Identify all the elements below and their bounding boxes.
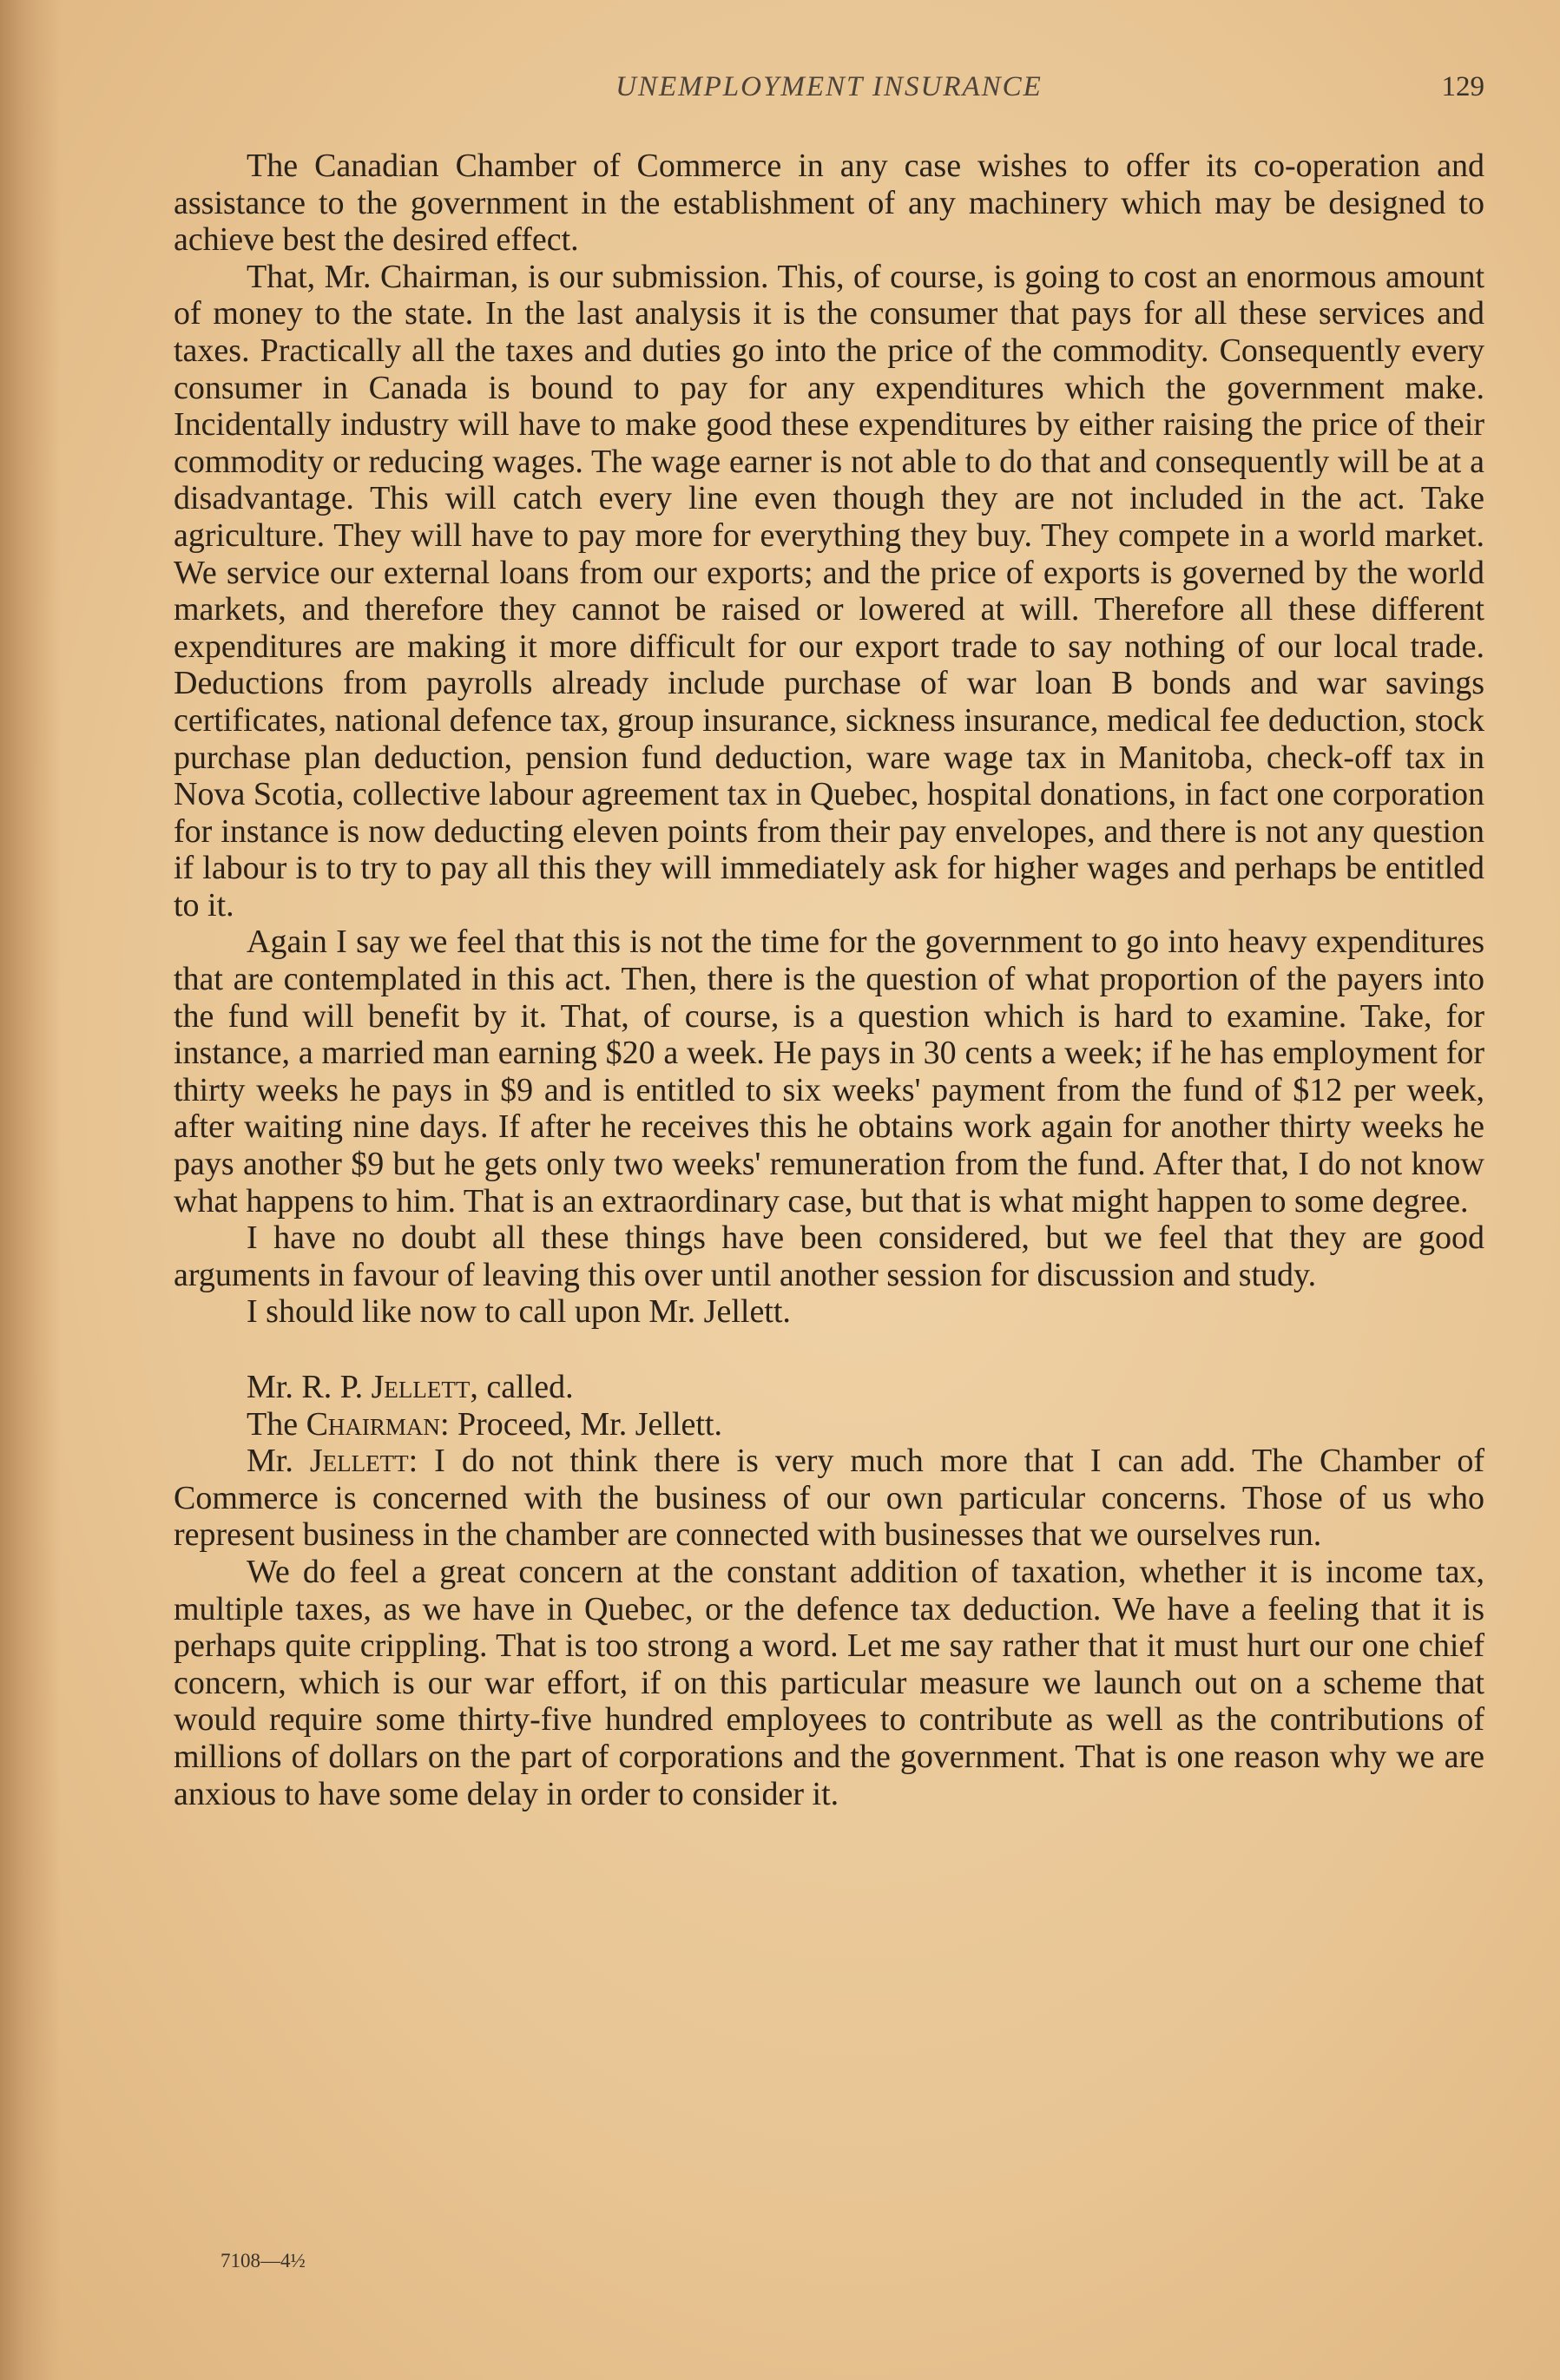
running-title: UNEMPLOYMENT INSURANCE bbox=[615, 71, 1043, 102]
page-number: 129 bbox=[1441, 71, 1484, 102]
speech-text: : I do not think there is very much more that I can add. The Chamber of Commerce is concerned with the business of our own particular concerns. Those of us who represent business in the chamber are connected with businesses that we ourselves run. bbox=[174, 1443, 1484, 1554]
speaker-jellett: Jellett bbox=[309, 1443, 409, 1480]
speaker-prefix: The bbox=[247, 1405, 306, 1443]
paragraph-call-jellett: I should like now to call upon Mr. Jellett. bbox=[247, 1293, 791, 1331]
paragraph-chairman-proceed bbox=[174, 1406, 1484, 1443]
printer-signature-code: 7108—4½ bbox=[221, 2250, 306, 2272]
speaker-prefix: Mr. bbox=[247, 1443, 310, 1480]
paragraph-jellett-statement bbox=[174, 1443, 1484, 1554]
witness-name: Jellett bbox=[371, 1369, 471, 1405]
paragraph-jellett-called bbox=[174, 1369, 1484, 1406]
witness-suffix: , called. bbox=[470, 1369, 574, 1405]
paragraph-submission: That, Mr. Chairman, is our submission. This, of course, is going to cost an enormous amount of money to the state. In the last analysis it is the consumer that pays for all these services and taxes. Practically all the taxes and duties go into the price of the commodity. Consequently every consumer in Canada is bound to pay for any expenditures which the government make. Incidentally industry will have to make good these expenditures by either raising the price of their commodity or reducing wages. The wage earner is not able to do that and consequently will be at a disadvantage. This will catch every line even though they are not included in the act. Take agriculture. They will have to pay more for everything they buy. They compete in a world market. We service our external loans from our exports; and the price of exports is governed by the world markets, and therefore they cannot be raised or lowered at will. Therefore all these different expenditures are making it more difficult for our export trade to say nothing of our local trade. Deductions from payrolls already include purchase of war loan B bonds and war savings certificates, national defence tax, group insurance, sickness insurance, medical fee deduction, stock purchase plan deduction, pension fund deduction, ware wage tax in Manitoba, check-off tax in Nova Scotia, collective labour agreement tax in Quebec, hospital donations, in fact one corporation for instance is now deducting eleven points from their pay envelopes, and there is not any question if labour is to try to pay all this they will immediately ask for higher wages and perhaps be entitled to it. bbox=[174, 258, 1484, 924]
paragraph-expenditures: Again I say we feel that this is not the time for the government to go into heavy expenditures that are contemplated in this act. Then, there is the question of what proportion of the payers into the fund will benefit by it. That, of course, is a question which is hard to examine. Take, for instance, a married man earning $20 a week. He pays in 30 cents a week; if he has employment for thirty weeks he pays in $9 and is entitled to six weeks' payment from the fund of $12 per week, after waiting nine days. If after he receives this he obtains work again for another thirty weeks he pays another $9 but he gets only two weeks' remuneration from the fund. After that, I do not know what happens to him. That is an extraordinary case, but that is what might happen to some degree. bbox=[174, 924, 1484, 1220]
paragraph-arguments: I have no doubt all these things have been considered, but we feel that they are good arguments in favour of leaving this over until another session for discussion and study. bbox=[174, 1220, 1484, 1293]
witness-prefix: Mr. R. P. bbox=[247, 1369, 372, 1405]
paragraph-chamber-cooperation: The Canadian Chamber of Commerce in any case wishes to offer its co-operation and assistance to the government in the establishment of any machinery which may be designed to achieve best the desired effect. bbox=[174, 148, 1484, 259]
speech-text: : Proceed, Mr. Jellett. bbox=[439, 1405, 722, 1443]
page-header bbox=[174, 71, 1484, 123]
page-body bbox=[174, 148, 1484, 1812]
book-spine-shadow bbox=[0, 0, 61, 2380]
paragraph-taxation-concern: We do feel a great concern at the constant addition of taxation, whether it is income tax, multiple taxes, as we have in Quebec, or the defence tax deduction. We have a feeling that it is perhaps quite crippling. That is too strong a word. Let me say rather that it must hurt our one chief concern, which is our war effort, if on this particular measure we launch out on a scheme that would require some thirty-five hundred employees to contribute as well as the contributions of millions of dollars on the part of corporations and the government. That is one reason why we are anxious to have some delay in order to consider it. bbox=[174, 1553, 1484, 1812]
speaker-chairman: Chairman bbox=[306, 1405, 440, 1443]
